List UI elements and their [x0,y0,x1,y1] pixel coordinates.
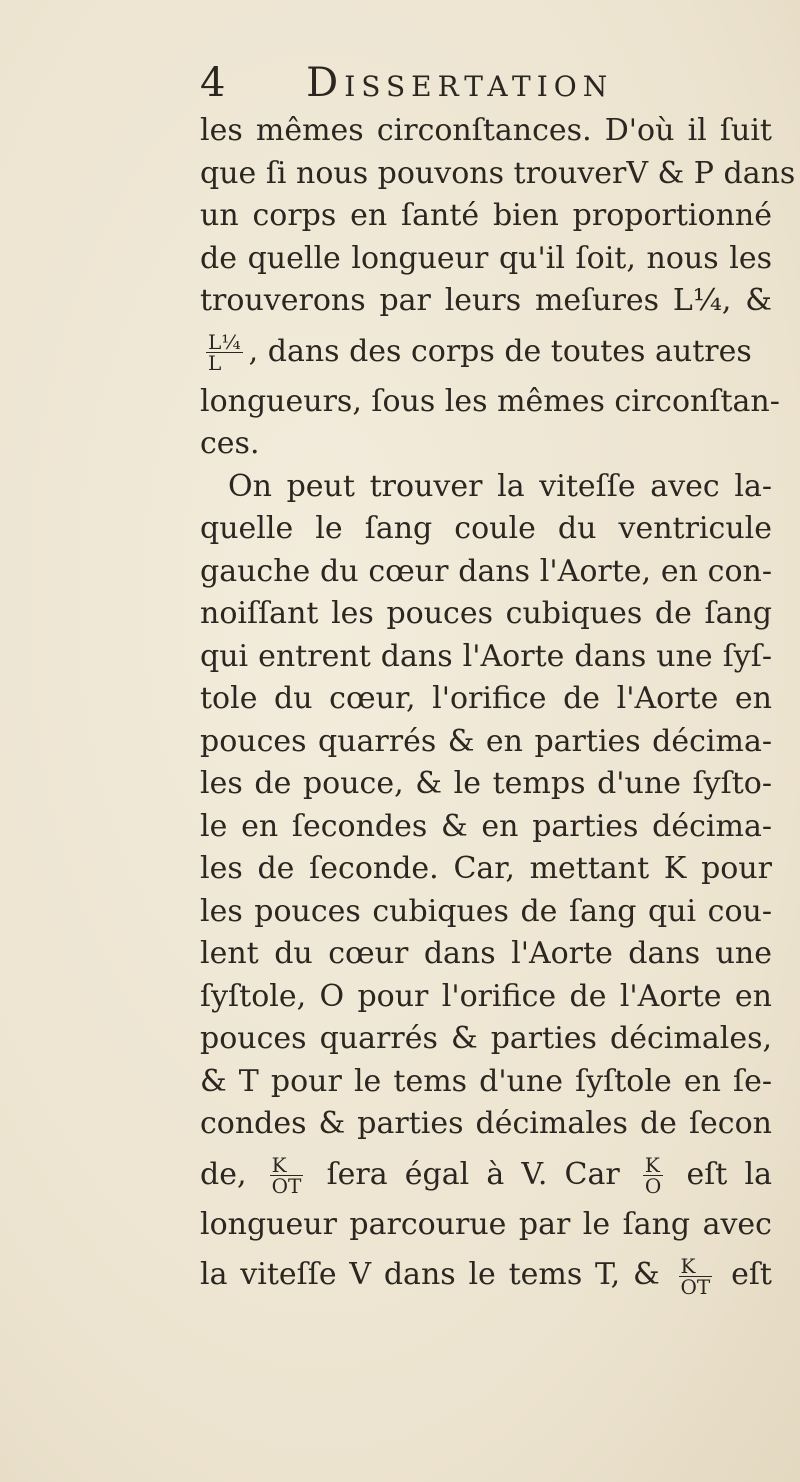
text-line: le en ſecondes & en parties décima- [200,808,772,844]
formula-line [200,1146,772,1204]
text-line: longueur parcourue par le ſang avec [200,1206,772,1242]
text-line: quelle le ſang coule du ventricule [200,511,772,546]
formula-line [200,1246,772,1304]
fraction-k-over-ot [270,1155,304,1196]
fraction-denominator: L [206,352,243,373]
text-segment: , dans des corps de toutes autres [248,333,752,369]
text-line: noiſſant les pouces cubiques de ſang [200,596,772,631]
text-segment: eſt [731,1257,772,1292]
fraction-l-quarter-over-l [206,332,243,373]
text-line: les pouces cubiques de ſang qui cou- [200,893,772,929]
text-segment: eſt la [686,1156,772,1192]
text-line: qui entrent dans l'Aorte dans une ſyſ- [200,638,772,674]
text-line: les de ſeconde. Car, mettant K pour [200,851,772,886]
text-line: ſyſtole, O pour l'orifice de l'Aorte en [200,978,772,1014]
fraction-k-over-o [643,1155,663,1196]
text-line: lent du cœur dans l'Aorte dans une [200,936,772,971]
text-line: de quelle longueur qu'il ſoit, nous les [200,240,772,276]
fraction-denominator: O [644,1174,662,1198]
fraction-line [200,323,772,381]
text-line: un corps en ſanté bien proportionné [200,198,772,233]
fraction-denominator: OT [680,1274,711,1299]
page-number: 4 [200,60,226,106]
text-line: trouverons par leurs meſures L¼, & [200,283,772,318]
text-segment: de, [200,1156,247,1192]
text-line: & T pour le tems d'une ſyſtole en ſe- [200,1063,772,1099]
text-line: longueurs, ſous les mêmes circonſtan- [200,383,780,419]
text-line: les mêmes circonſtances. D'où il ſuit [200,113,772,148]
fraction-numerator: K [271,1153,287,1177]
body-text [200,110,796,1304]
text-segment: ſera égal à V. Car [326,1156,620,1192]
page-header [200,58,613,108]
text-line: que ſi nous pouvons trouverV & P dans [200,155,796,191]
paragraph-start-line: On peut trouver la viteſſe avec la- [228,468,772,504]
text-line: gauche du cœur dans l'Aorte, en con- [200,553,772,589]
text-line: pouces quarrés & en parties décima- [200,723,772,759]
fraction-denominator: OT [271,1174,302,1198]
text-line: pouces quarrés & parties décimales, [200,1021,772,1056]
fraction-numerator: K [644,1153,660,1177]
text-segment: la viteſſe V dans le tems T, & [200,1257,660,1292]
fraction-numerator: L¼ [208,330,241,354]
text-line: condes & parties décimales de ſecon [200,1106,772,1141]
text-line: tole du cœur, l'orifice de l'Aorte en [200,681,772,716]
fraction-k-over-ot [679,1253,713,1299]
text-line: les de pouce, & le temps d'une ſyſto- [200,766,772,801]
running-title: Dissertation [306,60,614,106]
fraction-numerator: K [680,1253,696,1278]
text-line: ces. [200,426,260,461]
